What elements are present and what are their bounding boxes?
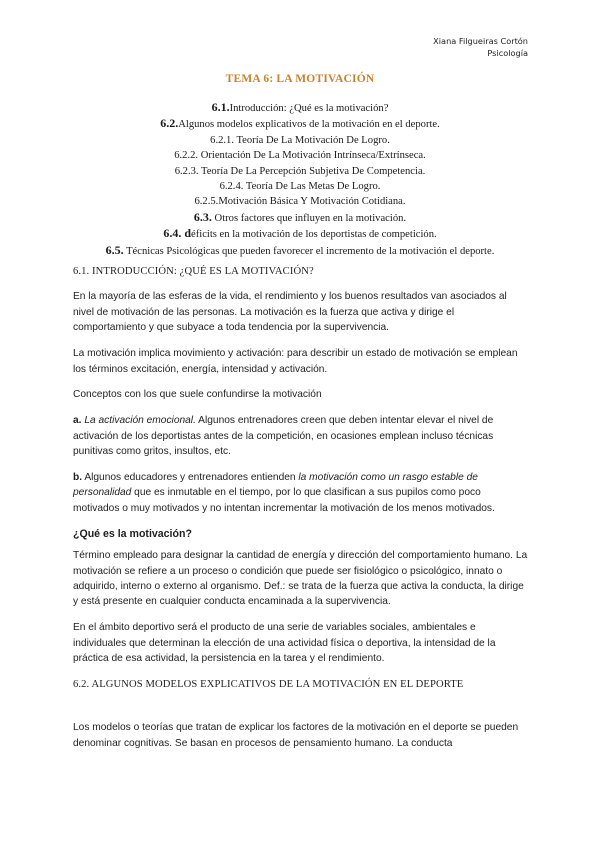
concept-item-a	[73, 413, 528, 459]
item-text: Algunos educadores y entrenadores entienden	[82, 472, 299, 484]
subheading-que-es: ¿Qué es la motivación?	[73, 527, 192, 540]
document-body	[73, 264, 528, 762]
paragraph: Término empleado para designar la cantidad de energía y dirección del comportamiento humano. La motivación se refiere a un proceso o condición que puede ser fisiológico o psicológico, innato o adquirido, interno o externo al organismo. Def.: se trata de la fuerza que activa la conducta, la dirige y está presente en cualquier conducta encaminada a la supervivencia.	[73, 550, 528, 608]
toc-item	[0, 116, 600, 132]
paragraph: La motivación implica movimiento y activación: para describir un estado de motivación se emplean los términos excitación, energía, intensidad y activación.	[73, 348, 518, 375]
author-name: Xiana Filgueiras Cortón	[433, 36, 528, 46]
toc-number: 6.2.	[160, 116, 179, 131]
toc-text: Orientación De La Motivación Intrínseca/Extrínseca.	[198, 150, 426, 162]
concept-item-b	[73, 470, 528, 516]
toc-text: Técnicas Psicológicas que pueden favorecer el incremento de la motivación el deporte.	[123, 245, 495, 257]
toc-number: 6.2.5.	[194, 196, 219, 208]
toc-text: Teoría De Las Metas De Logro.	[243, 181, 381, 193]
toc-text: Motivación Básica Y Motivación Cotidiana.	[218, 196, 406, 208]
toc-item	[0, 194, 600, 209]
toc-item	[0, 226, 600, 242]
toc-text: Introducción: ¿Qué es la motivación?	[229, 103, 389, 114]
author-header	[433, 35, 528, 59]
toc-number: 6.2.1.	[210, 134, 234, 146]
toc-item	[0, 100, 600, 116]
toc-number: 6.2.2.	[174, 150, 199, 162]
document-title: TEMA 6: LA MOTIVACIÓN	[225, 73, 375, 85]
paragraph: Los modelos o teorías que tratan de explicar los factores de la motivación en el deporte se pueden denominar cognitivas. Se basan en procesos de pensamiento humano. La conducta	[73, 722, 519, 749]
item-italic-term: La activación emocional.	[84, 415, 196, 427]
subject-name: Psicología	[487, 48, 528, 58]
toc-item	[0, 164, 600, 179]
paragraph: Conceptos con los que suele confundirse la motivación	[73, 389, 322, 401]
toc-number: 6.3.	[193, 209, 212, 224]
toc-item	[0, 133, 600, 148]
toc-number: 6.4. d	[163, 226, 192, 241]
item-label: a.	[73, 415, 82, 427]
table-of-contents	[0, 100, 600, 259]
toc-item	[0, 210, 600, 226]
toc-item	[0, 243, 600, 259]
item-text: Algunos entrenadores creen que deben intentar elevar el nivel de activación de los deportistas antes de la competición, en ocasiones emplean incluso técnicas punitivas como gritos, insultos, etc.	[73, 415, 494, 458]
section-heading-introduction: 6.1. INTRODUCCIÓN: ¿QUÉ ES LA MOTIVACIÓN?	[73, 266, 314, 277]
item-text: que es inmutable en el tiempo, por lo que clasifican a sus pupilos como poco motivados o muy motivados y no intentan incrementar la motivación de los menos motivados.	[73, 487, 495, 514]
toc-item	[0, 148, 600, 163]
toc-text: éficits en la motivación de los deportistas de competición.	[191, 229, 437, 241]
item-label: b.	[73, 472, 83, 484]
item-italic-term: la motivación como un rasgo estable de personalidad	[73, 472, 478, 499]
toc-number: 6.2.3.	[174, 165, 199, 177]
toc-text: Teoría De La Percepción Subjetiva De Competencia.	[198, 165, 426, 177]
paragraph: En el ámbito deportivo será el producto de una serie de variables sociales, ambientales e individuales que determinan la elección de una actividad física o deportiva, la intensidad de la práctica de esa actividad, la persistencia en la tarea y el rendimiento.	[73, 622, 496, 665]
toc-text: Algunos modelos explicativos de la motivación en el deporte.	[178, 119, 440, 131]
toc-number: 6.5.	[105, 242, 124, 257]
paragraph: En la mayoría de las esferas de la vida, el rendimiento y los buenos resultados van asociados al nivel de motivación de las personas. La motivación es la fuerza que activa y dirige el comportamiento y que subyace a toda tendencia por la supervivencia.	[73, 291, 507, 334]
toc-number: 6.2.4.	[219, 181, 244, 193]
toc-text: Otros factores que influyen en la motivación.	[211, 212, 407, 224]
toc-item	[0, 179, 600, 194]
section-heading-modelos: 6.2. ALGUNOS MODELOS EXPLICATIVOS DE LA MOTIVACIÓN EN EL DEPORTE	[73, 679, 464, 691]
toc-number: 6.1.	[211, 100, 230, 114]
toc-text: Teoría De La Motivación De Logro.	[233, 134, 390, 146]
